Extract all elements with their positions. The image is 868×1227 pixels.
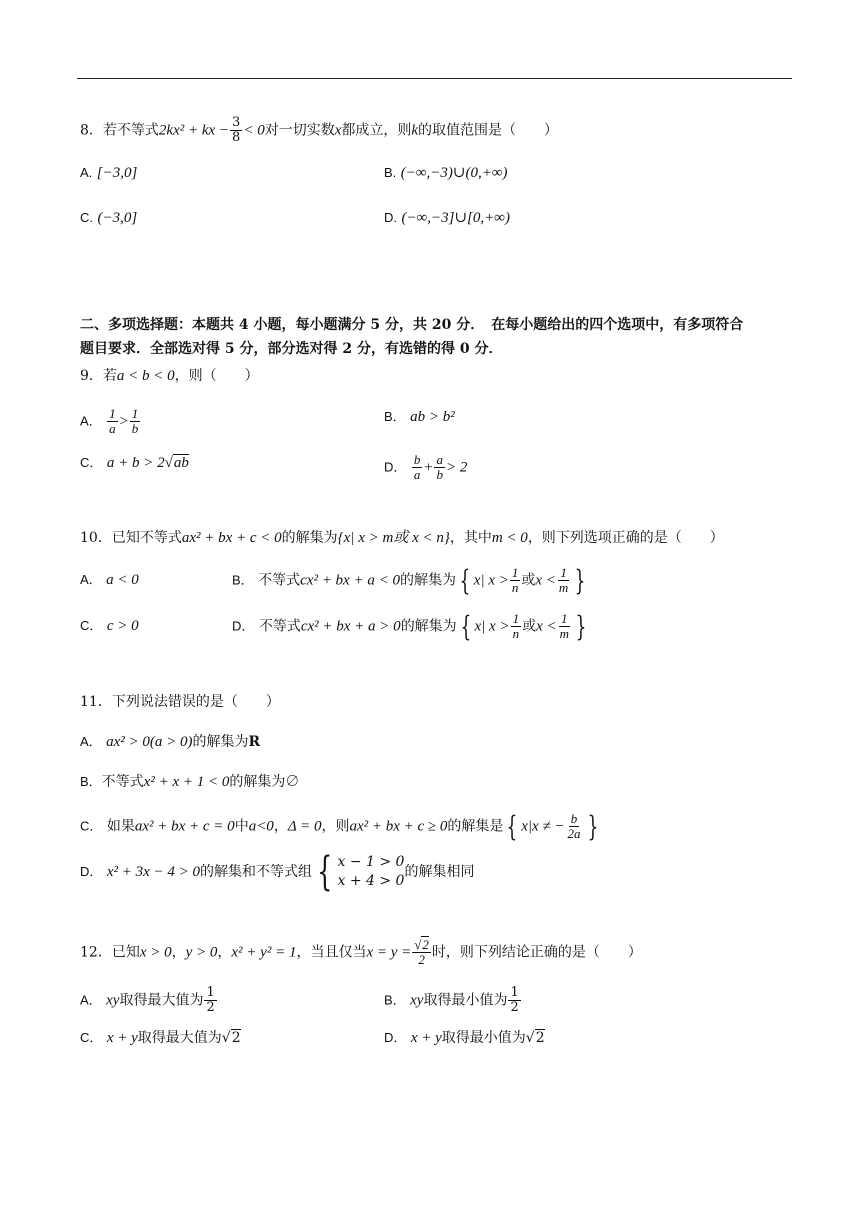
- header-rule: [77, 78, 792, 79]
- q12-a-expr: xy: [106, 992, 120, 1009]
- q12-d-root: 2: [535, 1030, 545, 1046]
- q10-option-b: [232, 563, 589, 597]
- q9-d-frac1-num: b: [413, 452, 421, 467]
- q12-d-text: 取得最小值为: [441, 1030, 526, 1046]
- q11-c-frac-den: 2a: [567, 826, 581, 841]
- q10-d-pre: 不等式: [258, 618, 301, 635]
- q12-stem-mid: ，当且仅当: [296, 944, 367, 961]
- q12-option-d-label: D．: [384, 1030, 407, 1045]
- q11-option-c-label: C．: [80, 818, 103, 834]
- q10-b-frac-m: [557, 566, 570, 595]
- q12-c-text: 取得最大值为: [137, 1030, 222, 1046]
- q9-stem-post: ，则（ ）: [174, 368, 259, 384]
- q12-sep1: ，: [171, 944, 186, 961]
- q11-a-expr: ax² > 0(a > 0): [106, 734, 193, 750]
- q11-option-d: [80, 849, 475, 895]
- q12-d-expr: x + y: [410, 1030, 442, 1046]
- q10-b-frac-n: [510, 566, 521, 595]
- q11-c-expr3: Δ = 0: [287, 818, 322, 835]
- q8-option-c-text: (−3,0]: [97, 210, 138, 226]
- q10-option-a: [80, 570, 139, 590]
- q10-b-lbrace: {: [459, 563, 471, 597]
- q12-stem: [80, 938, 642, 967]
- q11-a-post: 的解集为: [192, 734, 249, 750]
- q9-option-c-label: C．: [80, 455, 103, 470]
- q10-b-setx: x| x >: [473, 572, 509, 589]
- q11-d-expr: x² + 3x − 4 > 0: [106, 864, 201, 880]
- section2-line2: 题目要求．全部选对得 5 分，部分选对得 2 分，有选错的得 0 分．: [80, 341, 503, 357]
- q9-d-plus: +: [423, 459, 434, 476]
- q11-c-pre: 如果: [106, 818, 135, 835]
- q9-option-a: [80, 407, 141, 436]
- q10-d-n: n: [512, 626, 520, 641]
- q9-option-b-text: ab > b²: [410, 409, 455, 425]
- q8-stem: [80, 116, 558, 145]
- q10-d-lbrace: {: [460, 609, 471, 643]
- q10-d-xlt: x <: [536, 618, 557, 635]
- q11-d-sys1: x − 1 > 0: [337, 854, 405, 870]
- q8-option-c-label: C.: [80, 210, 93, 225]
- q12-stem-post: 时，则下列结论正确的是（ ）: [431, 944, 642, 961]
- section2-line1: 二、多项选择题：本题共 4 小题，每小题满分 5 分，共 20 分． 在每小题给出的四个选项中，有多项符合: [80, 317, 744, 333]
- q8-option-d-label: D.: [384, 210, 397, 225]
- q11-b-post: 的解集为∅: [229, 774, 300, 790]
- q12-c3: x² + y² = 1: [231, 944, 297, 961]
- q12-frac-den: 2: [418, 952, 425, 967]
- q9-d-frac2-den: b: [436, 467, 443, 482]
- q10-d-frac-m: [558, 612, 571, 641]
- q11-c-lbrace: {: [506, 809, 518, 843]
- q9-option-b: [384, 407, 455, 427]
- q11-stem: 11．下列说法错误的是（ ）: [80, 694, 280, 710]
- q12-option-b: [384, 986, 522, 1015]
- q10-b-pre: 不等式: [258, 572, 301, 589]
- q10-b-one-m: 1: [560, 565, 567, 580]
- q8-stem-mid: 对一切实数: [264, 122, 335, 139]
- q9-a-frac1-den: a: [109, 421, 116, 436]
- q10-expr: ax² + bx + c < 0: [181, 530, 282, 546]
- q11-c-rbrace: }: [587, 809, 598, 843]
- q9-a-frac1-num: 1: [109, 406, 116, 421]
- q9-a-gt: >: [118, 413, 129, 430]
- q10-option-c: [80, 616, 139, 636]
- q11-c-expr2: a<0: [248, 818, 274, 835]
- q11-c-expr1: ax² + bx + c = 0: [134, 818, 235, 835]
- q11-c-mid3: ，则: [321, 818, 350, 835]
- q9-option-c-text: a + b > 2: [106, 455, 165, 471]
- q9-option-b-label: B．: [384, 409, 406, 424]
- q10-stem-post: ，则下列选项正确的是（ ）: [527, 530, 724, 546]
- q9-a-frac2-den: b: [131, 421, 139, 436]
- q10-set: {x| x > m或 x < n}: [337, 530, 450, 546]
- q11-a-r: R: [248, 734, 261, 750]
- q9-a-frac2-num: 1: [131, 406, 139, 421]
- q10-d-rbrace: }: [575, 609, 587, 643]
- q11-option-a-label: A．: [80, 734, 102, 749]
- q12-b-half: [508, 986, 520, 1015]
- q12-frac-num: √2: [414, 937, 429, 952]
- q10-option-c-label: C．: [80, 618, 103, 633]
- q11-c-frac: [566, 812, 583, 841]
- q11-option-c: [80, 809, 601, 843]
- q12-frac-root: 2: [422, 937, 429, 952]
- q11-b-expr: x² + x + 1 < 0: [143, 774, 230, 790]
- q10-b-setword: 的解集为: [399, 572, 456, 589]
- q10-stem: [80, 528, 724, 548]
- q11-b-pre: 不等式: [101, 774, 144, 790]
- q10-b-expr: cx² + bx + a < 0: [300, 572, 400, 589]
- q8-option-a-label: A.: [80, 165, 93, 180]
- q12-c4: x = y =: [366, 944, 412, 961]
- q10-b-one-n: 1: [511, 565, 519, 580]
- q11-c-setpre: x|x ≠ −: [521, 818, 565, 835]
- q10-option-a-text: a < 0: [106, 572, 139, 588]
- q8-option-b: [384, 163, 508, 183]
- q12-c-sqrt: √2: [221, 1030, 241, 1046]
- q10-option-b-label: B．: [232, 572, 254, 588]
- q9-option-d: [384, 453, 467, 482]
- q8-fraction: [230, 116, 242, 145]
- q9-stem: [80, 366, 259, 386]
- q12-option-c: [80, 1028, 241, 1048]
- q12-a-half-den: 2: [206, 1000, 215, 1015]
- q9-a-frac1: [107, 407, 118, 436]
- q11-option-b: [80, 772, 299, 792]
- q8-option-a: [80, 163, 137, 183]
- q12-c-expr: x + y: [106, 1030, 138, 1046]
- q10-d-one-n: 1: [512, 611, 520, 626]
- q10-d-or: 或: [522, 618, 537, 635]
- q10-option-c-text: c > 0: [106, 618, 139, 634]
- q10-stem-mid: 的解集为: [281, 530, 338, 546]
- q8-option-d: [384, 208, 510, 228]
- q9-expr: a < b < 0: [116, 368, 175, 384]
- q10-b-xlt: x <: [535, 572, 556, 589]
- q10-b-m: m: [558, 580, 569, 595]
- q11-d-lbrace: {: [317, 849, 333, 895]
- q8-frac-den: 8: [232, 130, 241, 145]
- q11-option-a: [80, 732, 260, 752]
- q11-d-system: [337, 853, 404, 891]
- q11-d-post: 的解集相同: [404, 864, 475, 880]
- q12-a-text: 取得最大值为: [119, 992, 204, 1009]
- q12-sep2: ，: [217, 944, 232, 961]
- q11-c-frac-num: b: [570, 811, 578, 826]
- q10-d-setword: 的解集为: [400, 618, 457, 635]
- q12-option-d: [384, 1028, 545, 1048]
- q8-option-c: [80, 208, 137, 228]
- q10-option-d: [232, 609, 590, 643]
- q8-stem-mid2: 都成立，则: [341, 122, 412, 139]
- q10-d-m: m: [559, 626, 569, 641]
- q11-d-mid: 的解集和不等式组: [200, 864, 313, 880]
- q12-option-c-label: C．: [80, 1030, 103, 1045]
- q12-c-root: 2: [231, 1030, 241, 1046]
- q9-c-sqrt: √ab: [164, 455, 189, 471]
- q10-option-a-label: A．: [80, 572, 102, 587]
- q9-c-root: ab: [173, 455, 189, 471]
- q12-a-half-num: 1: [206, 985, 215, 1000]
- q8-frac-num: 3: [232, 115, 241, 130]
- q10-d-frac-n: [511, 612, 522, 641]
- q11-d-sys2: x + 4 > 0: [337, 873, 405, 889]
- q9-option-c: [80, 453, 189, 473]
- q10-b-rbrace: }: [574, 563, 586, 597]
- q9-d-frac1-den: a: [413, 467, 421, 482]
- q9-d-frac2-num: a: [436, 452, 443, 467]
- q10-option-d-label: D．: [232, 618, 255, 634]
- q12-c1: x > 0: [139, 944, 172, 961]
- q8-expr-b: < 0: [243, 122, 265, 139]
- q8-var-k: k: [411, 122, 419, 139]
- q12-a-half: [204, 986, 216, 1015]
- q10-b-n: n: [511, 580, 519, 595]
- q8-option-b-text: (−∞,−3)∪(0,+∞): [400, 165, 508, 181]
- q11-c-expr4: ax² + bx + c ≥ 0: [349, 818, 448, 835]
- q12-c2: y > 0: [185, 944, 218, 961]
- q9-a-frac2: [130, 407, 141, 436]
- q9-stem-pre: 9．若: [80, 368, 117, 384]
- q11-option-d-label: D．: [80, 864, 103, 879]
- q11-c-mid1: 中: [234, 818, 249, 835]
- q12-option-a-label: A．: [80, 992, 102, 1008]
- q12-d-sqrt: √2: [525, 1030, 545, 1046]
- q8-expr-a: 2kx² + kx −: [158, 122, 230, 139]
- q10-d-expr: cx² + bx + a > 0: [300, 618, 401, 635]
- q12-option-b-label: B．: [384, 992, 406, 1008]
- q9-option-d-label: D．: [384, 459, 407, 475]
- q12-frac: [412, 938, 431, 967]
- q12-b-half-den: 2: [510, 1000, 519, 1015]
- q12-b-half-num: 1: [510, 985, 519, 1000]
- q8-option-b-label: B.: [384, 165, 397, 180]
- q8-option-d-text: (−∞,−3]∪[0,+∞): [401, 210, 510, 226]
- q12-b-expr: xy: [410, 992, 424, 1009]
- q10-d-one-m: 1: [561, 611, 568, 626]
- q12-option-a: [80, 986, 218, 1015]
- q9-option-a-label: A．: [80, 413, 102, 429]
- q8-stem-pre: 8．若不等式: [80, 122, 159, 139]
- q9-d-frac2: [434, 453, 445, 482]
- q11-c-mid4: 的解集是: [447, 818, 504, 835]
- q11-c-mid2: ，: [273, 818, 288, 835]
- q10-cond: m < 0: [491, 530, 528, 546]
- q8-stem-post: 的取值范围是（ ）: [418, 122, 559, 139]
- q10-b-or: 或: [521, 572, 536, 589]
- q10-stem-pre: 10．已知不等式: [80, 530, 182, 546]
- q9-d-frac1: [412, 453, 423, 482]
- q12-stem-pre: 12．已知: [80, 944, 140, 961]
- q12-b-text: 取得最小值为: [423, 992, 508, 1009]
- q8-var-x: x: [334, 122, 342, 139]
- q8-option-a-text: [−3,0]: [96, 165, 138, 181]
- q9-d-tail: > 2: [445, 459, 468, 476]
- q10-d-setx: x| x >: [474, 618, 510, 635]
- q11-option-b-label: B．: [80, 774, 102, 789]
- q10-stem-mid2: ，其中: [449, 530, 492, 546]
